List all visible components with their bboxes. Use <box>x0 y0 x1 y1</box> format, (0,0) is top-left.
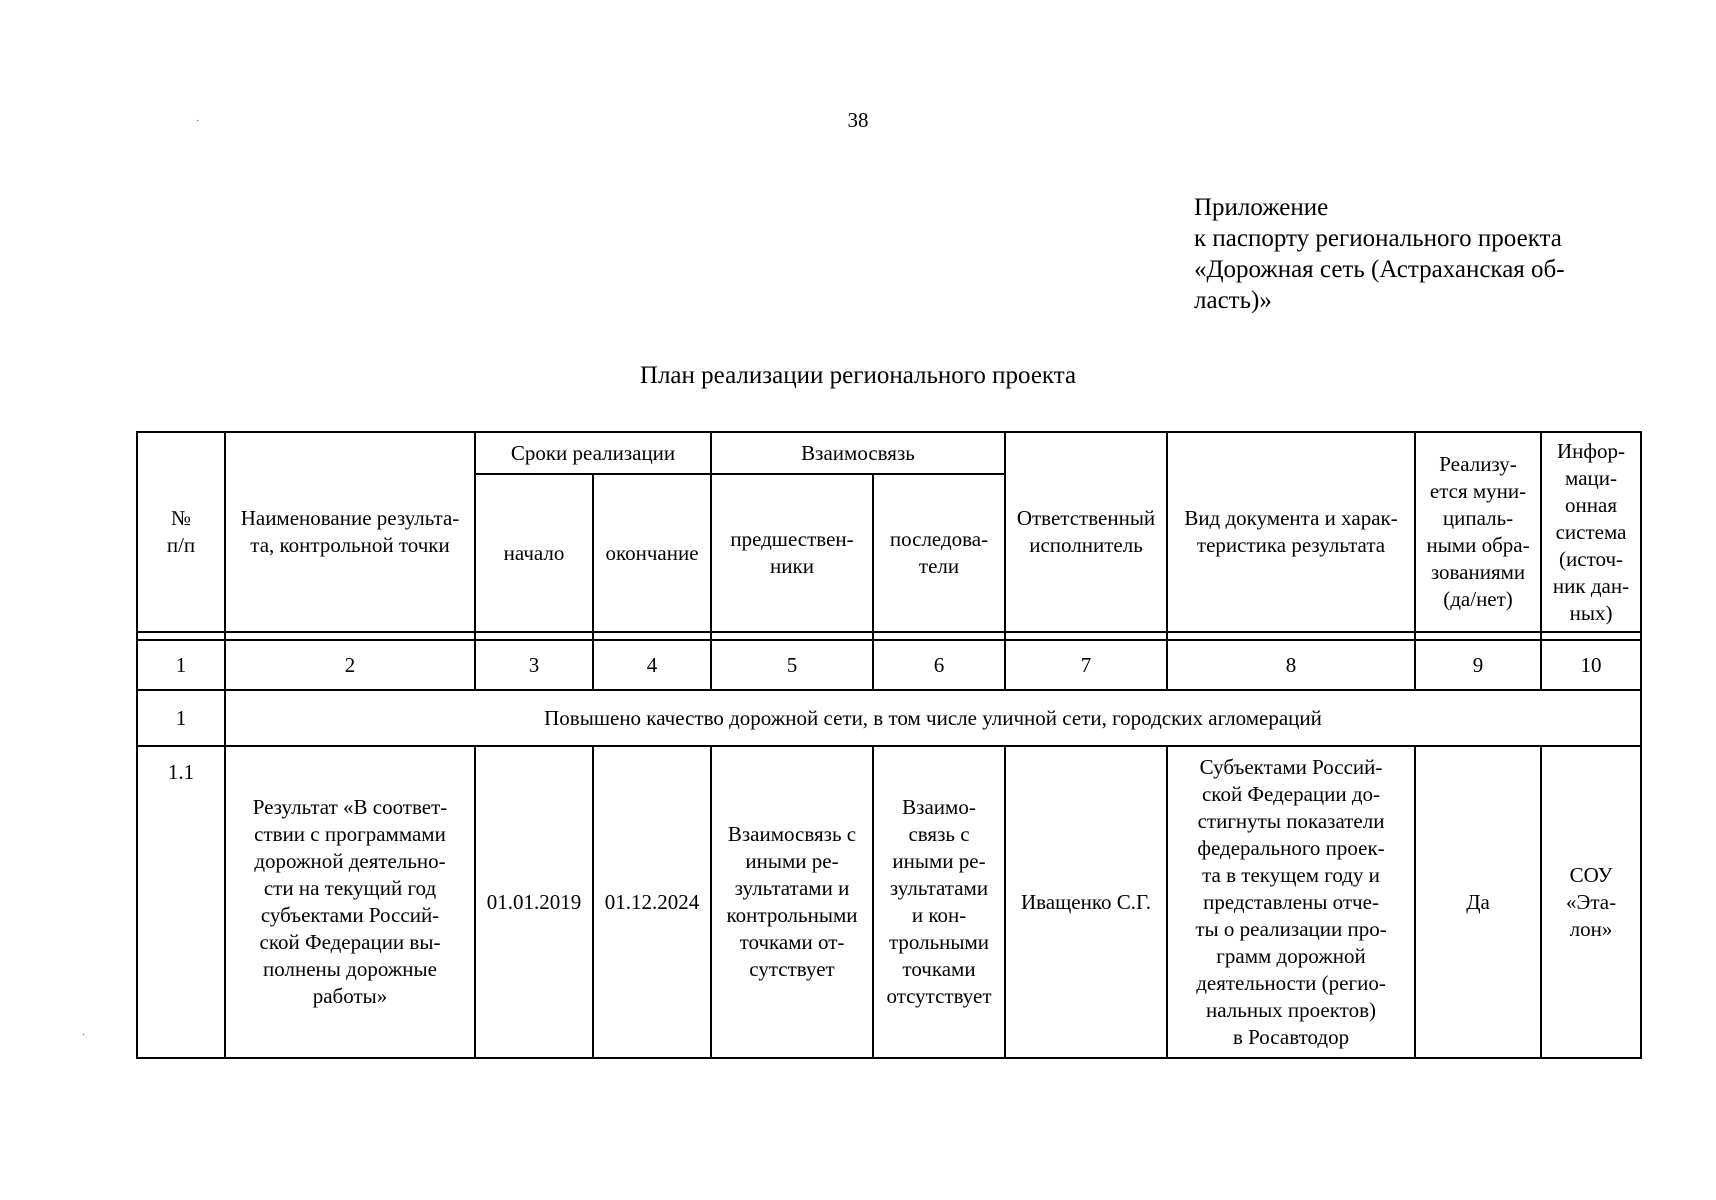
header-start: начало <box>475 474 593 632</box>
header-num: № п/п <box>137 432 225 632</box>
row-municipal: Да <box>1415 746 1541 1058</box>
section-title: Повышено качество дорожной сети, в том числе уличной сети, городских агломераций <box>225 690 1641 746</box>
implementation-plan-table <box>136 431 1642 1059</box>
row-responsible: Иващенко С.Г. <box>1005 746 1167 1058</box>
section-row <box>137 690 1641 746</box>
header-predecessors: предшествен- ники <box>711 474 873 632</box>
appendix-line: ласть)» <box>1194 287 1272 314</box>
header-name: Наименование результа- та, контрольной точки <box>225 432 475 632</box>
section-number: 1 <box>137 690 225 746</box>
row-start-date: 01.01.2019 <box>475 746 593 1058</box>
column-number: 8 <box>1167 640 1415 690</box>
header-info-system: Инфор- маци- онная система (источ- ник дан- ных) <box>1541 432 1641 632</box>
column-number: 4 <box>593 640 711 690</box>
row-successors: Взаимо- связь с иными ре- зультатами и кон- трольными точками отсутствует <box>873 746 1005 1058</box>
row-doc-type: Субъектами Россий- ской Федерации до- стигнуты показатели федерального проек- та в текущем году и представлены отче- ты о реализации про- грамм дорожной деятельности (регио- нальных проектов) в Росавтодор <box>1167 746 1415 1058</box>
header-relation: Взаимосвязь <box>711 432 1005 474</box>
column-number: 2 <box>225 640 475 690</box>
column-number: 5 <box>711 640 873 690</box>
page-number: 38 <box>847 108 869 132</box>
header-municipal: Реализу- ется муни- ципаль- ными обра- зованиями (да/нет) <box>1415 432 1541 632</box>
appendix-line: к паспорту регионального проекта <box>1194 225 1562 252</box>
header-successors: последова- тели <box>873 474 1005 632</box>
appendix-line: «Дорожная сеть (Астраханская об- <box>1194 256 1565 283</box>
header-terms: Сроки реализации <box>475 432 711 474</box>
column-number: 3 <box>475 640 593 690</box>
scan-speck: · <box>82 1030 86 1041</box>
appendix-note <box>1194 192 1614 316</box>
scan-speck: · <box>196 116 200 127</box>
row-number: 1.1 <box>137 746 225 1058</box>
column-number: 6 <box>873 640 1005 690</box>
document-title: План реализации регионального проекта <box>639 362 1077 389</box>
table-row <box>137 746 1641 1058</box>
row-result-name: Результат «В соответ- ствии с программами дорожной деятельно- сти на текущий год субъектами Россий- ской Федерации вы- полнены дорожные работы» <box>225 746 475 1058</box>
header-responsible: Ответственный исполнитель <box>1005 432 1167 632</box>
row-predecessors: Взаимосвязь с иными ре- зультатами и контрольными точками от- сутствует <box>711 746 873 1058</box>
row-info-system: СОУ «Эта- лон» <box>1541 746 1641 1058</box>
column-number-row <box>137 640 1641 690</box>
column-number: 1 <box>137 640 225 690</box>
column-number: 9 <box>1415 640 1541 690</box>
row-end-date: 01.12.2024 <box>593 746 711 1058</box>
header-end: окончание <box>593 474 711 632</box>
appendix-line: Приложение <box>1194 194 1329 221</box>
column-number: 7 <box>1005 640 1167 690</box>
separator-row <box>137 632 1641 640</box>
column-number: 10 <box>1541 640 1641 690</box>
header-doc-type: Вид документа и харак- теристика результата <box>1167 432 1415 632</box>
